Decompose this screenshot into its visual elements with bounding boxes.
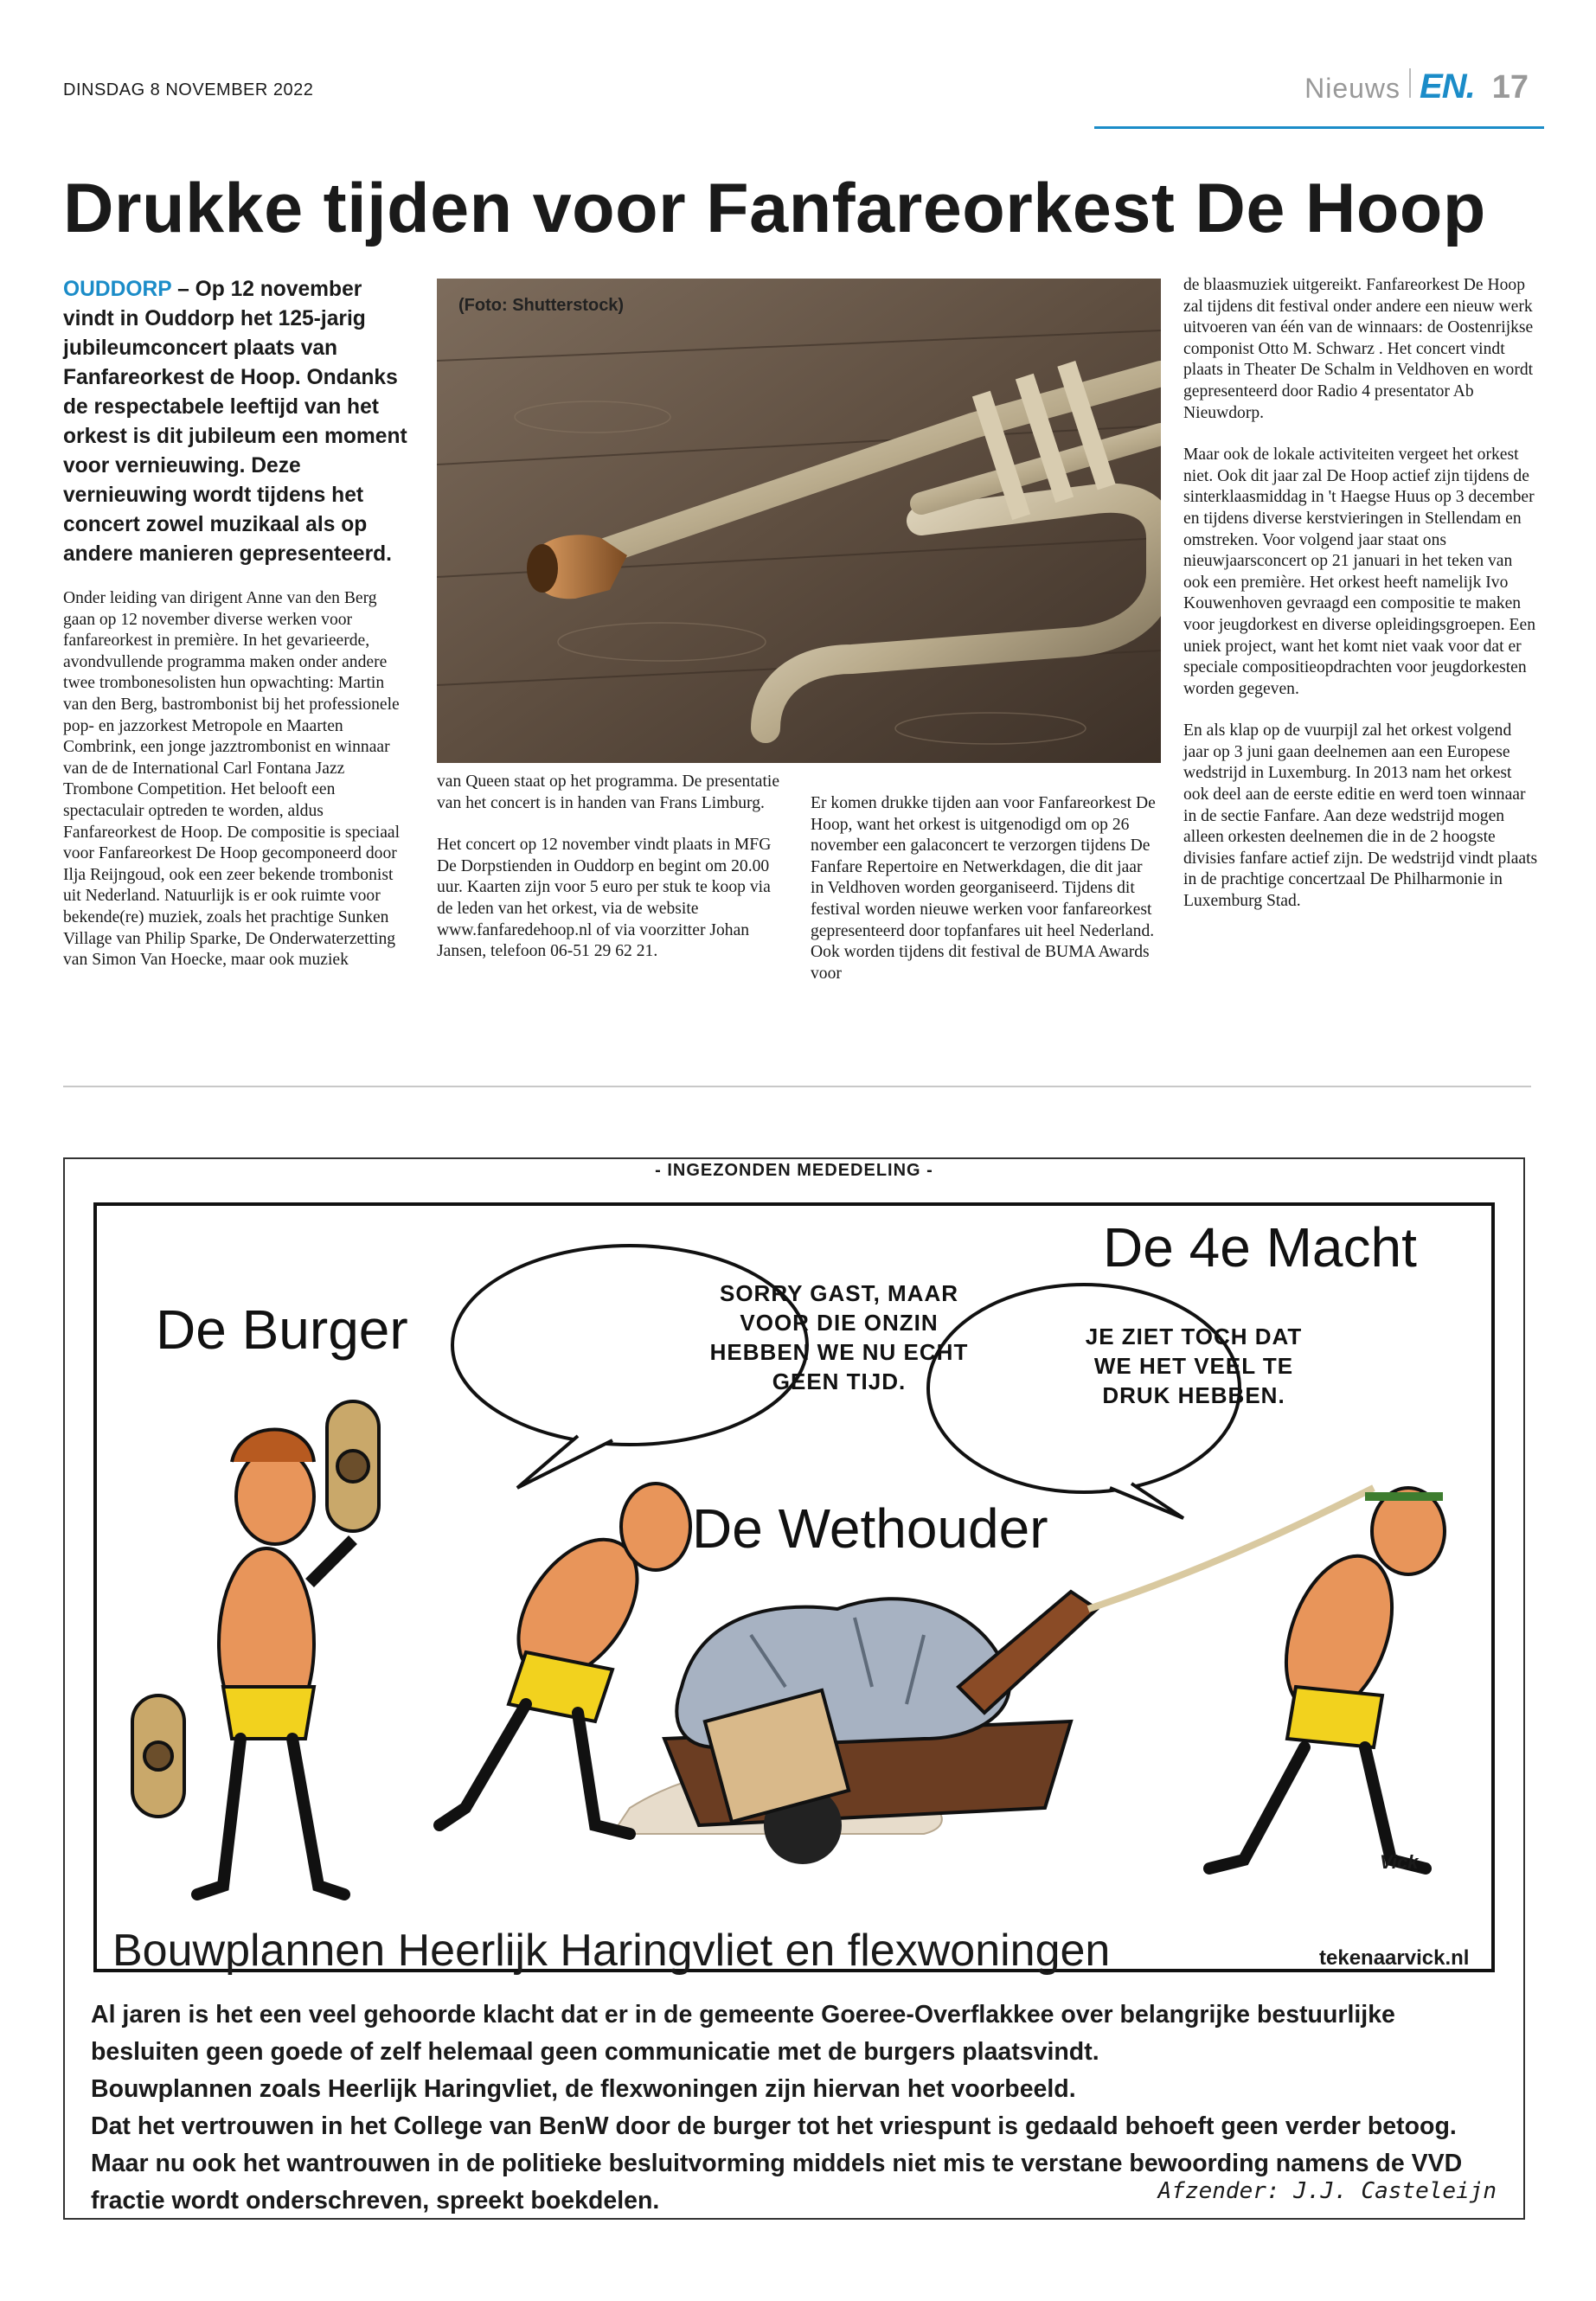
paragraph: Onder leiding van dirigent Anne van den Berg gaan op 12 november diverse werken voor fanfareorkest in première. In het gevarieerde, avondvullende programma maken onder andere twee trombonesolisten hun opwachting: Martin van den Berg, bastrombonist bij het professionele pop- en jazzorkest Metropole en Maarten Combrink, een jonge jazztrombonist en winnaar van de de International Carl Fontana Jazz Trombone Competition. Het belooft een spectaculair optreden te worden, aldus Fanfareorkest de Hoop. De compositie is speciaal voor Fanfareorkest De Hoop gecomponeerd door Ilja Reijngoud, ook een zeer bekende trombonist uit Nederland. Natuurlijk is er ook ruimte voor bekende(re) muziek, zoals het prachtige Sunken Village van Philip Sparke, De Onderwaterzetting van Simon Van Hoecke, maar ook muziek [63,589,401,970]
paragraph: Het concert op 12 november vindt plaats in MFG De Dorpstienden in Ouddorp en begint om 20.00 uur. Kaarten zijn voor 5 euro per stuk te koop via de leden van het orkest, via de website www.fanfaredehoop.nl of via voorzitter Johan Jansen, telefoon 06-51 29 62 21. [437,836,772,961]
paragraph: de blaasmuziek uitgereikt. Fanfareorkest De Hoop zal tijdens dit festival onder andere een nieuw werk uitvoeren van één van de winnaars: de Oostenrijkse componist Otto M. Schwarz . Het concert vindt plaats in Theater De Schalm in Veldhoven en wordt gepresenteerd door Radio 4 presentator Ab Nieuwdorp. [1183,276,1534,422]
dateline: DINSDAG 8 NOVEMBER 2022 [63,80,314,99]
lead-text: – Op 12 november vindt in Ouddorp het 125-jarig jubileumconcert plaats van Fanfareorkest de Hoop. Ondanks de respectabele leeftijd van het orkest is dit jubileum een moment voor vernieuwing. Deze vernieuwing wordt tijdens het concert zowel muzikaal als op andere manieren gepresenteerd. [63,278,407,566]
paragraph: En als klap op de vuurpijl zal het orkest volgend jaar op 3 juni gaan deelnemen aan een Europese wedstrijd in Luxemburg. In 2013 nam het orkest ook deel aan de eerste editie en werd toen winnaar in de sectie Fanfare. Aan deze wedstrijd mogen alleen orkesten deelnemen die in de 2 hoogste divisies fanfare actief zijn. De wedstrijd vindt plaats in de prachtige concertzaal De Philharmonie in Luxemburg Stad. [1183,721,1538,911]
page-header [1304,67,1529,106]
article-column-4 [1183,275,1538,933]
ad-text-line: Bouwplannen zoals Heerlijk Haringvliet, de flexwoningen zijn hiervan het voorbeeld. [91,2075,1076,2103]
paragraph: Er komen drukke tijden aan voor Fanfareorkest De Hoop, want het orkest is uitgenodigd om op 26 november een galaconcert te verzorgen tijdens De Fanfare Repertoire en Netwerkdagen, die dit jaar in Veldhoven worden georganiseerd. Tijdens dit festival worden nieuwe werken voor fanfareorkest gepresenteerd door topfanfares uit heel Nederland. Ook worden tijdens dit festival de BUMA Awards voor [811,794,1156,983]
paragraph: van Queen staat op het programma. De presentatie van het concert is in handen van Frans Limburg. [437,772,780,812]
brand-logo: EN. [1420,67,1475,106]
article-lead [63,275,409,569]
caption-wethouder: De Wethouder [692,1497,1048,1560]
photo-credit: (Foto: Shutterstock) [458,296,625,315]
section-label: Nieuws [1304,73,1401,104]
advertisement-label: - INGEZONDEN MEDEDELING - [655,1161,933,1180]
trumpet-photo [437,279,1161,763]
speech-bubble-2: JE ZIET TOCH DAT WE HET VEEL TE DRUK HEBBEN. [1085,1324,1303,1408]
cartoon-title: Bouwplannen Heerlijk Haringvliet en flexwoningen [112,1926,1111,1976]
caption-burger: De Burger [156,1298,408,1361]
caption-4e-macht: De 4e Macht [1103,1216,1417,1279]
article-column-3 [811,793,1157,1005]
header-rule [1094,126,1544,129]
ad-text-line: Dat het vertrouwen in het College van BenW door de burger tot het vriespunt is gedaald behoeft geen verder betoog. [91,2112,1457,2140]
paragraph: Maar ook de lokale activiteiten vergeet het orkest niet. Ook dit jaar zal De Hoop actief zijn tijdens de sinterklaasmiddag in 't Haegse Huus op 3 december en tijdens diverse kerstvieringen in Stellendam en omstreken. Voor volgend jaar staat ons nieuwjaarsconcert op 21 januari in het teken van ook een première. Het orkest heeft namelijk Ivo Kouwenhoven gevraagd een compositie te maken voor jeugdorkest en diverse opleidingsgroepen. Een uniek project, want het komt niet vaak voor dat er speciale compositieopdrachten voor jeugdorkesten worden gegeven. [1183,445,1536,698]
header-divider [1409,68,1411,98]
ad-text-line: Al jaren is het een veel gehoorde klacht dat er in de gemeente Goeree-Overflakkee over belangrijke bestuurlijke besluiten geen goede of zelf helemaal geen communicatie met de burgers plaatsvindt. [91,2001,1395,2066]
advertisement-sender: Afzender: J.J. Casteleijn [1157,2178,1497,2204]
ad-text-line: Maar nu ook het wantrouwen in de politieke besluitvorming middels niet mis te verstane bewoording namens de VVD fractie wordt onderschreven, spreekt boekdelen. [91,2150,1463,2214]
cartoon-signature: Vick [1380,1851,1419,1873]
page-number: 17 [1491,69,1529,106]
article-column-1 [63,588,409,992]
headline: Drukke tijden voor Fanfareorkest De Hoop [63,170,1486,247]
speech-bubble-1: SORRY GAST, MAAR VOOR DIE ONZIN HEBBEN WE NU ECHT GEEN TIJD. [709,1280,969,1394]
cartoon-url: tekenaarvick.nl [1319,1946,1470,1970]
lead-place: OUDDORP [63,278,172,301]
article-column-2 [437,772,783,984]
article-divider [63,1086,1531,1087]
